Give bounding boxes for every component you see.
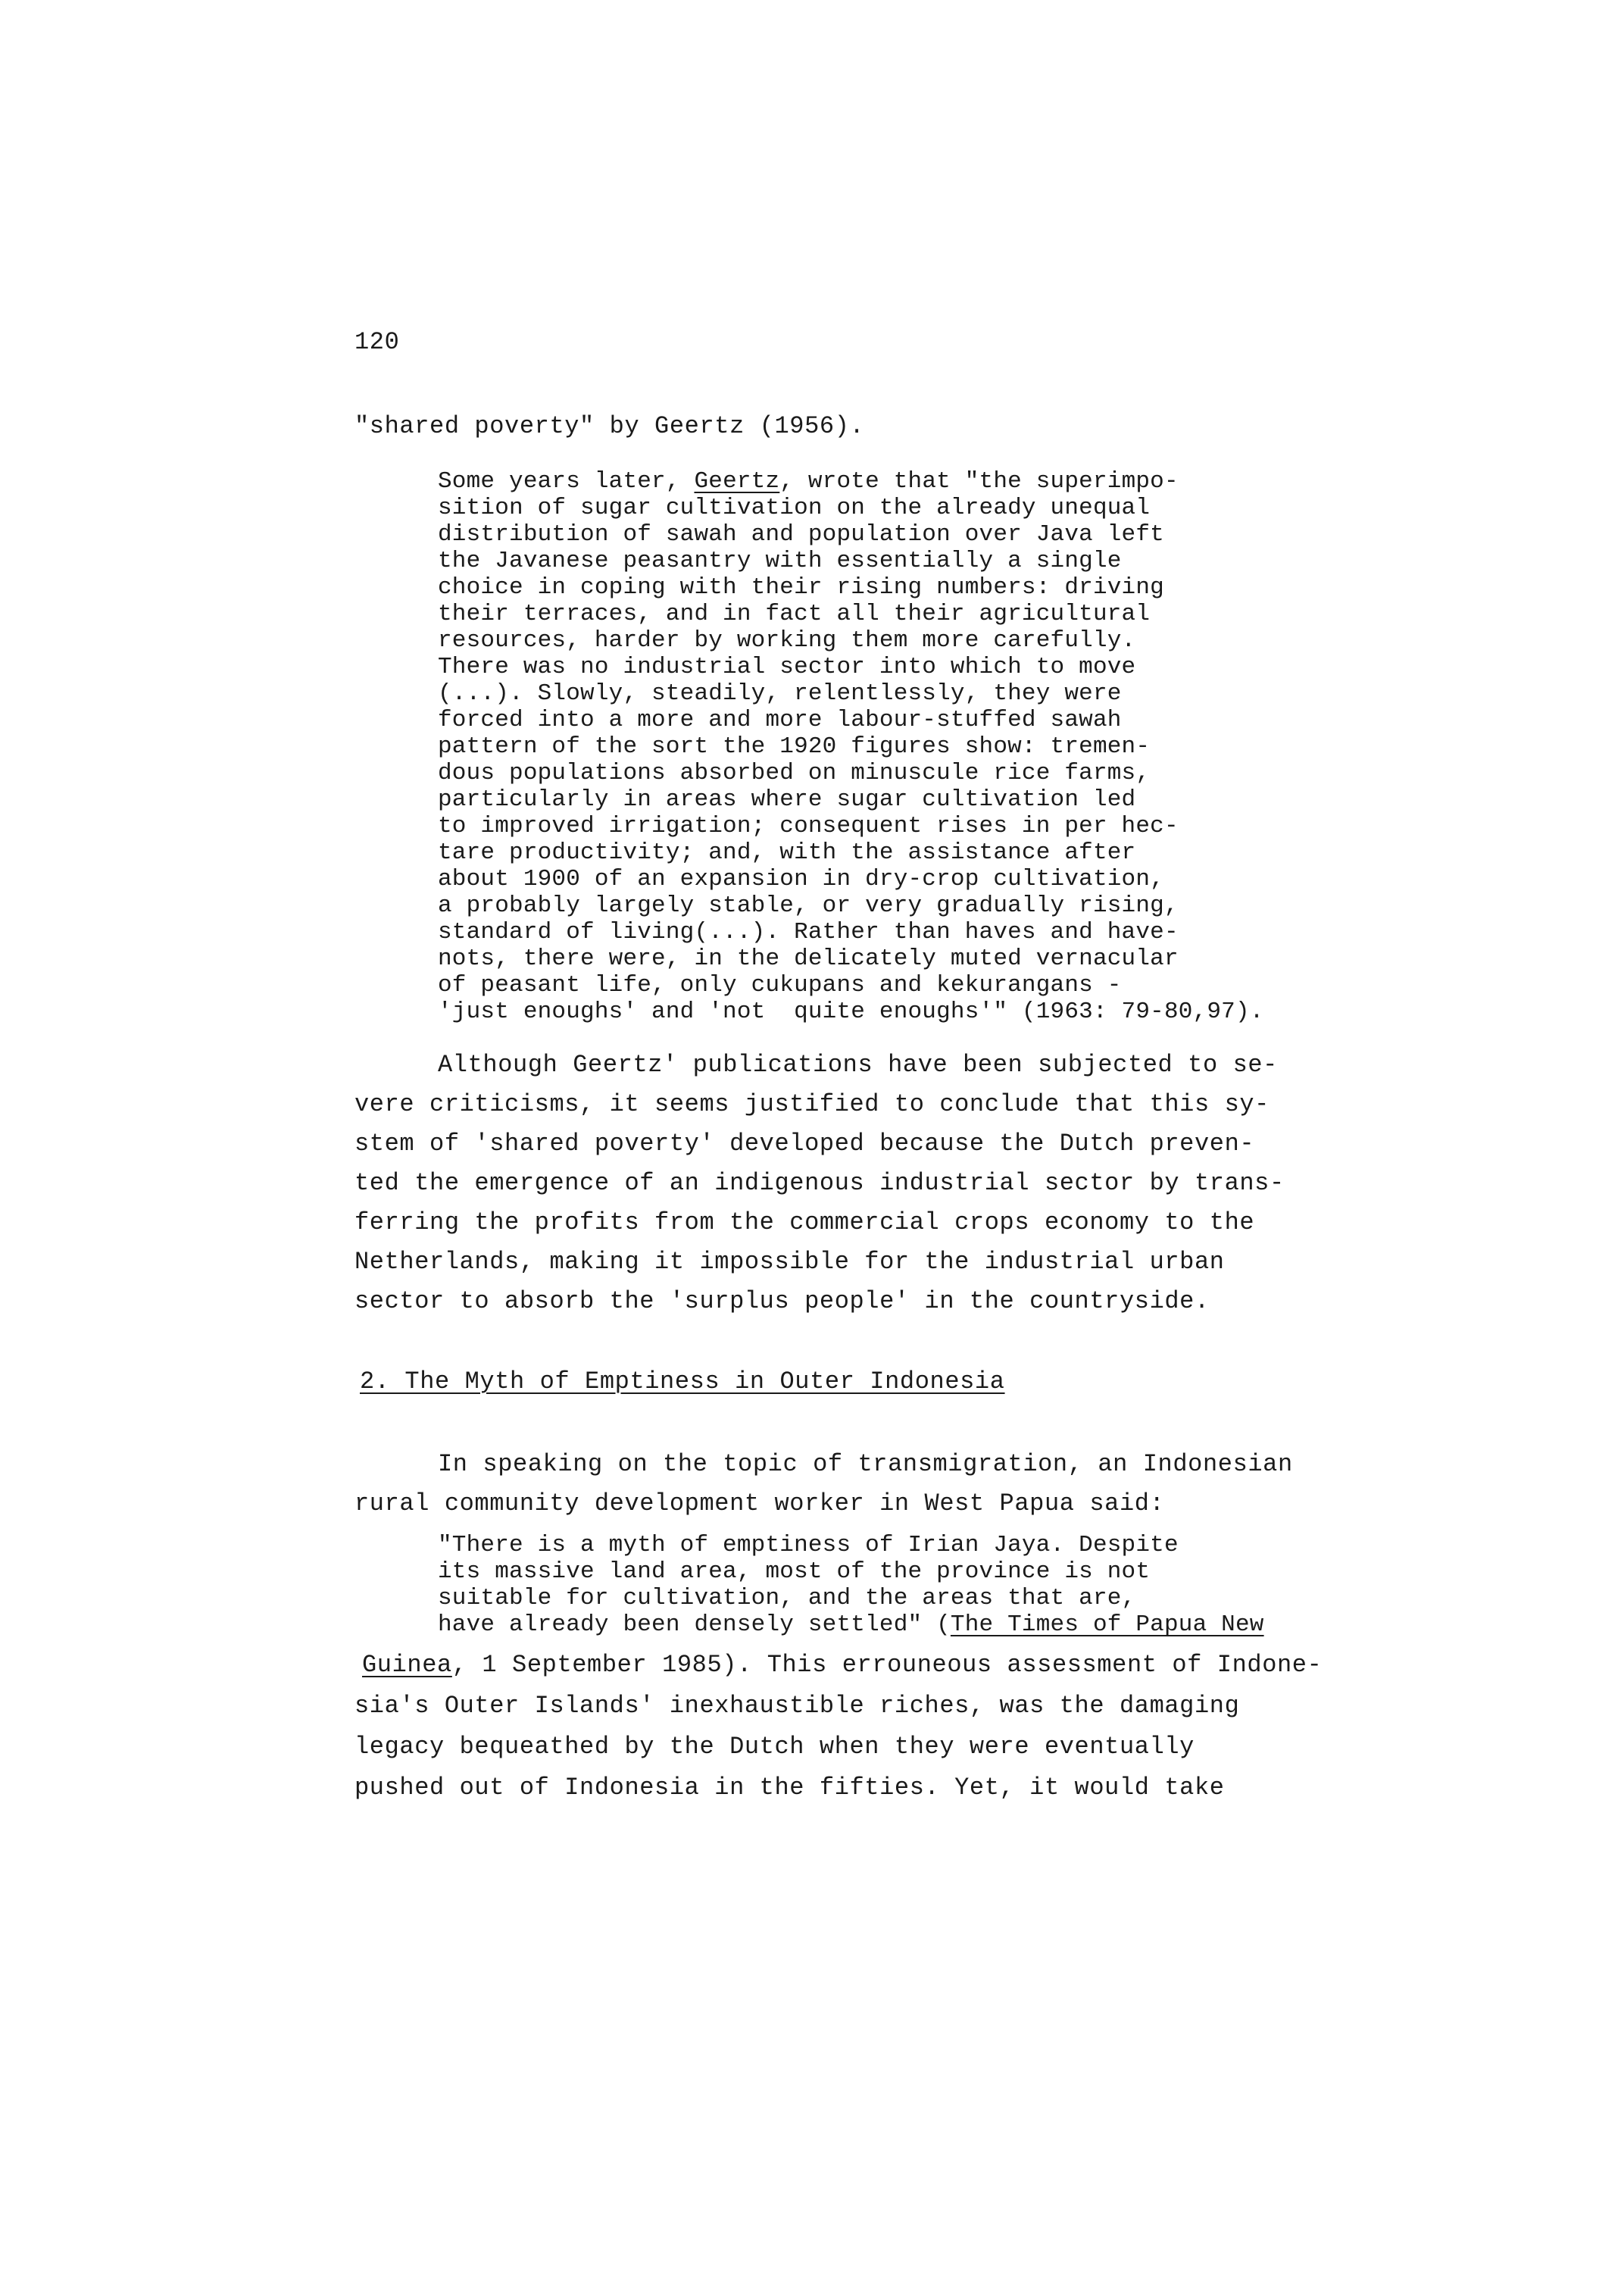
block-quote-line: standard of living(...). Rather than haves and have-: [438, 919, 1179, 945]
paragraph-line: stem of 'shared poverty' developed because the Dutch preven-: [354, 1130, 1255, 1158]
block-quote-line: resources, harder by working them more carefully.: [438, 627, 1136, 654]
paragraph-text: , 1 September 1985). This errouneous assessment of Indone-: [451, 1651, 1323, 1679]
paragraph-line: Although Geertz' publications have been subjected to se-: [438, 1051, 1278, 1079]
block-quote-line: [438, 1613, 1264, 1636]
paragraph-line: Netherlands, making it impossible for the industrial urban: [354, 1248, 1225, 1276]
opening-line: "shared poverty" by Geertz (1956).: [354, 412, 865, 440]
paragraph-line: sia's Outer Islands' inexhaustible riches, was the damaging: [354, 1692, 1240, 1720]
page-number: 120: [354, 328, 400, 356]
paragraph-line: pushed out of Indonesia in the fifties. Yet, it would take: [354, 1774, 1225, 1802]
block-quote-line: their terraces, and in fact all their agricultural: [438, 601, 1151, 627]
source-title: The Times of Papua New: [950, 1611, 1264, 1638]
block-quote-line: to improved irrigation; consequent rises in per hec-: [438, 813, 1179, 839]
block-quote-line: the Javanese peasantry with essentially a single: [438, 548, 1122, 574]
section-heading: 2. The Myth of Emptiness in Outer Indonesia: [360, 1367, 1005, 1396]
block-quote-line: [438, 470, 1179, 493]
block-quote-line: its massive land area, most of the province is not: [438, 1558, 1151, 1585]
block-quote-line: There was no industrial sector into which to move: [438, 654, 1136, 680]
block-quote-line: 'just enoughs' and 'not quite enoughs'" (1963: 79-80,97).: [438, 999, 1264, 1025]
quote-text: Some years later,: [438, 468, 695, 495]
paragraph-line: ferring the profits from the commercial crops economy to the: [354, 1208, 1255, 1236]
paragraph-line: ted the emergence of an indigenous industrial sector by trans-: [354, 1169, 1285, 1197]
block-quote-line: pattern of the sort the 1920 figures show: tremen-: [438, 733, 1151, 760]
paragraph-line: sector to absorb the 'surplus people' in the countryside.: [354, 1287, 1210, 1315]
block-quote-line: dous populations absorbed on minuscule rice farms,: [438, 760, 1151, 786]
block-quote-line: about 1900 of an expansion in dry-crop cultivation,: [438, 866, 1164, 892]
block-quote-line: a probably largely stable, or very gradually rising,: [438, 892, 1179, 919]
block-quote-line: particularly in areas where sugar cultivation led: [438, 786, 1136, 813]
cited-author: Geertz: [694, 468, 780, 495]
block-quote-line: (...). Slowly, steadily, relentlessly, they were: [438, 680, 1122, 707]
paragraph-line: [362, 1653, 1322, 1677]
paragraph-line: legacy bequeathed by the Dutch when they were eventually: [354, 1733, 1195, 1761]
block-quote-line: "There is a myth of emptiness of Irian Jaya. Despite: [438, 1532, 1179, 1558]
block-quote-line: nots, there were, in the delicately muted vernacular: [438, 945, 1179, 972]
block-quote-line: sition of sugar cultivation on the already unequal: [438, 495, 1151, 521]
block-quote-line: distribution of sawah and population over Java left: [438, 521, 1164, 548]
block-quote-line: tare productivity; and, with the assistance after: [438, 839, 1136, 866]
paragraph-line: In speaking on the topic of transmigration, an Indonesian: [438, 1450, 1293, 1478]
paragraph-line: rural community development worker in West Papua said:: [354, 1489, 1165, 1517]
block-quote-line: choice in coping with their rising numbers: driving: [438, 574, 1164, 601]
quote-text: , wrote that "the superimpo-: [779, 468, 1179, 495]
source-title: Guinea: [362, 1651, 452, 1679]
paragraph-line: vere criticisms, it seems justified to conclude that this sy-: [354, 1090, 1270, 1118]
block-quote-line: suitable for cultivation, and the areas that are,: [438, 1585, 1136, 1611]
quote-text: have already been densely settled" (: [438, 1611, 951, 1638]
block-quote-line: forced into a more and more labour-stuffed sawah: [438, 707, 1122, 733]
block-quote-line: of peasant life, only cukupans and kekurangans -: [438, 972, 1122, 999]
